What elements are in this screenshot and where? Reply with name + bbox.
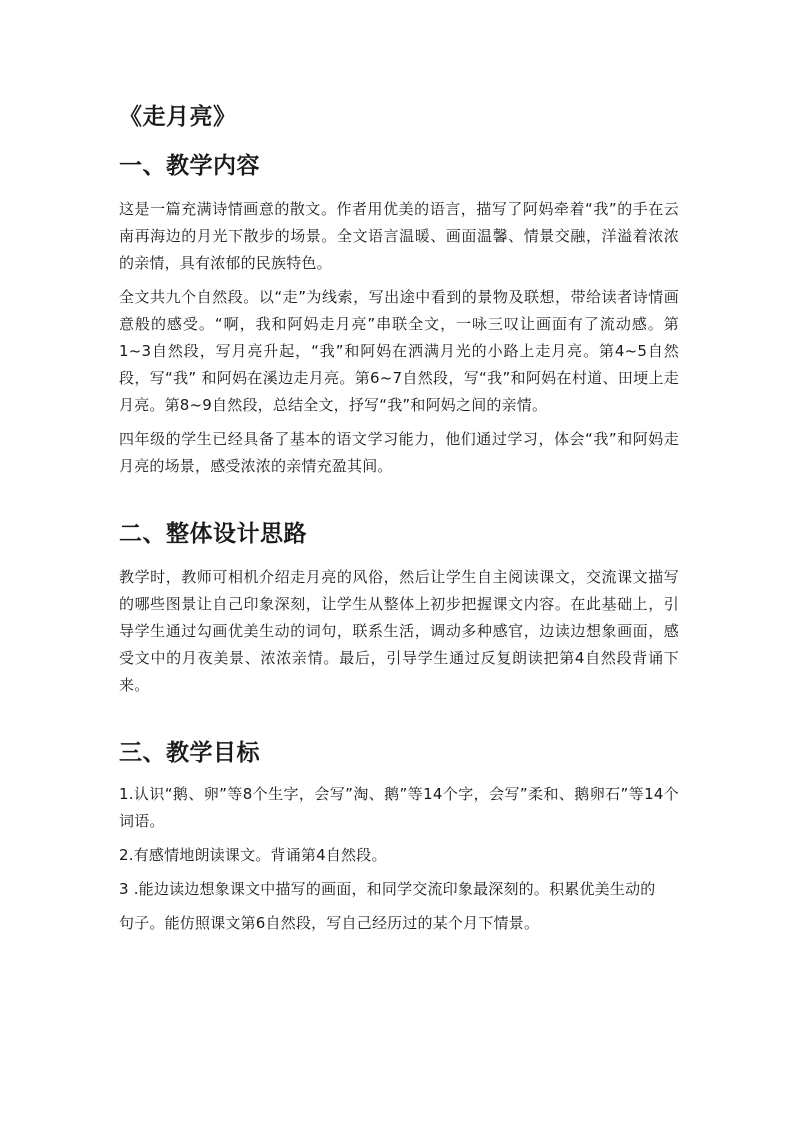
document-title: 《走月亮》: [119, 104, 237, 130]
paragraph: 这是一篇充满诗情画意的散文。作者用优美的语言，描写了阿妈牵着“我”的手在云南再海边的月光下散步的场景。全文语言温暖、画面温馨、情景交融，洋溢着浓浓的亲情，具有浓郁的民族特色。: [119, 200, 679, 272]
paragraph: 四年级的学生已经具备了基本的语文学习能力，他们通过学习，体会“我”和阿妈走月亮的场景，感受浓浓的亲情充盈其间。: [119, 430, 679, 475]
goal-item: 3 .能边读边想象课文中描写的画面，和同学交流印象最深刻的。积累优美生动的: [119, 880, 656, 898]
goal-item: 2.有感情地朗读课文。背诵第4自然段。: [119, 846, 387, 864]
document-page: [119, 96, 679, 944]
paragraph: 全文共九个自然段。以“走”为线索，写出途中看到的景物及联想，带给读者诗情画意般的感受。“啊，我和阿妈走月亮”串联全文，一咏三叹让画面有了流动感。第1~3自然段，写月亮升起，“我”和阿妈在洒满月光的小路上走月亮。第4~5自然段，写“我” 和阿妈在溪边走月亮。第6~7自然段，写“我”和阿妈在村道、田埂上走月亮。第8~9自然段，总结全文，抒写“我”和阿妈之间的亲情。: [119, 288, 679, 414]
section-heading-teaching-content: 一、教学内容: [119, 153, 260, 179]
goal-item: 1.认识“鹅、卵”等8个生字，会写”淘、鹅”等14个字，会写”柔和、鹅卵石”等14个词语。: [119, 785, 679, 830]
goal-item-continuation: 句子。能仿照课文第6自然段，写自己经历过的某个月下情景。: [119, 914, 540, 932]
section-heading-teaching-goals: 三、教学目标: [119, 740, 260, 766]
section-heading-design-approach: 二、整体设计思路: [119, 521, 307, 547]
paragraph: 教学时，教师可相机介绍走月亮的风俗，然后让学生自主阅读课文，交流课文描写的哪些图景让自己印象深刻，让学生从整体上初步把握课文内容。在此基础上，引导学生通过勾画优美生动的词句，联系生活，调动多种感官，边读边想象画面，感受文中的月夜美景、浓浓亲情。最后，引导学生通过反复朗读把第4自然段背诵下来。: [119, 568, 679, 694]
